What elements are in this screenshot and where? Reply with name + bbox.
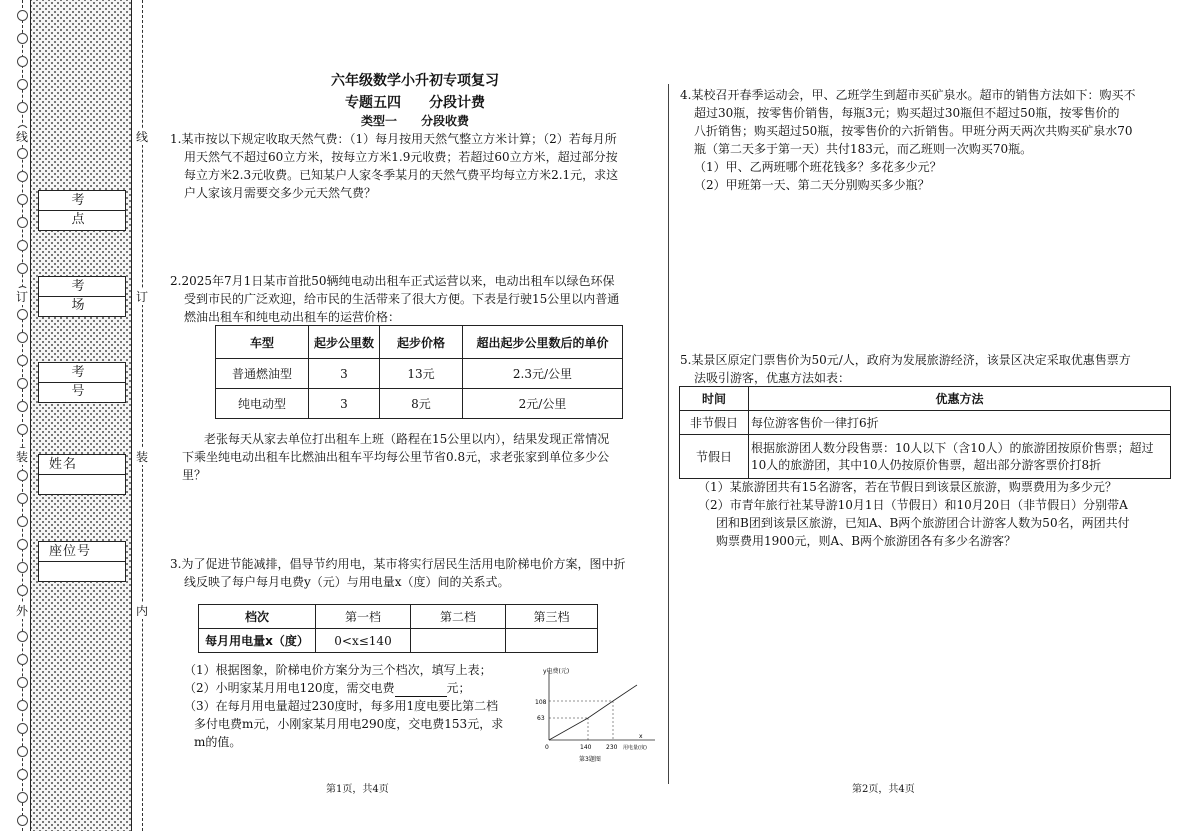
q3-sub-2-unit: 元； <box>446 681 471 695</box>
table-cell: 普通燃油型 <box>216 359 309 389</box>
punch-hole <box>17 56 28 67</box>
punch-hole <box>17 401 28 412</box>
table-cell: 节假日 <box>680 435 749 479</box>
inner-char-ding: 订 <box>135 290 148 304</box>
q3-sub-1: （1）根据图象，阶梯电价方案分为三个档次，填写上表； <box>184 663 492 677</box>
table-row <box>216 359 623 389</box>
punch-hole <box>17 194 28 205</box>
q5-sub: 团和B团到该景区旅游，已知A、B两个旅游团合计游客人数为50名，两团共付 <box>716 516 1130 530</box>
punch-hole <box>17 332 28 343</box>
table-row <box>680 435 1171 479</box>
q2-line: 2.2025年7月1日某市首批50辆纯电动出租车正式运营以来，电动出租车以绿色环保 <box>170 274 615 288</box>
punch-hole <box>17 562 28 573</box>
table-cell: 非节假日 <box>680 411 749 435</box>
punch-hole <box>17 516 28 527</box>
q4-line: 瓶（第二天多于第一天）共付183元，而乙班则一次购买70瓶。 <box>694 142 1033 156</box>
table-cell: 8元 <box>380 389 463 419</box>
table-cell: 3 <box>309 359 380 389</box>
table-header: 车型 <box>216 326 309 359</box>
punch-hole <box>17 10 28 21</box>
q4-line: 八折销售；购买超过50瓶，按零售价的六折销售。甲班分两天两次共购买矿泉水70 <box>694 124 1133 138</box>
q3-sub-3-cont: 多付电费m元，小刚家某月用电290度，交电费153元，求 <box>194 717 504 731</box>
question-4 <box>680 86 1180 194</box>
punch-hole <box>17 171 28 182</box>
outer-char-wai: 外 <box>15 604 28 618</box>
exam-site-field <box>38 190 134 231</box>
punch-hole <box>17 33 28 44</box>
table-cell: 第三档 <box>506 605 598 629</box>
table-header: 时间 <box>680 387 749 411</box>
page-divider <box>668 84 669 784</box>
name-field <box>38 454 126 495</box>
taxi-fare-table <box>215 325 623 419</box>
punch-hole-rail <box>14 0 30 831</box>
q2-line: 燃油出租车和纯电动出租车的运营价格： <box>184 310 401 324</box>
q4-line: 4.某校召开春季运动会，甲、乙班学生到超市买矿泉水。超市的销售方法如下：购买不 <box>680 88 1136 102</box>
question-5-subs <box>698 478 1178 550</box>
x-tick: 230 <box>606 744 618 751</box>
q3-line: 线反映了每户每月电费y（元）与用电量x（度）间的关系式。 <box>184 575 510 589</box>
punch-hole <box>17 631 28 642</box>
punch-hole <box>17 677 28 688</box>
punch-hole <box>17 355 28 366</box>
q1-line: 每立方米2.3元收费。已知某户人家冬季某月的天然气费平均每立方米2.1元，求这 <box>184 168 619 182</box>
electricity-graph <box>535 665 665 765</box>
table-cell: 每位游客售价一律打6折 <box>749 411 1171 435</box>
name-input[interactable] <box>39 475 125 494</box>
q2-line: 受到市民的广泛欢迎，给市民的生活带来了很大方便。下表是行驶15公里以内普通 <box>184 292 620 306</box>
punch-hole <box>17 263 28 274</box>
punch-hole <box>17 102 28 113</box>
outer-char-xian: 线 <box>15 130 28 144</box>
table-header: 超出起步公里数后的单价 <box>463 326 623 359</box>
punch-hole <box>17 746 28 757</box>
exam-number-field <box>38 362 134 403</box>
table-cell: 纯电动型 <box>216 389 309 419</box>
answer-blank[interactable] <box>395 684 447 697</box>
punch-hole <box>17 493 28 504</box>
table-cell-line: 10人的旅游团，其中10人仍按原价售票，超出部分游客票价打8折 <box>751 457 1102 472</box>
answer-cell[interactable] <box>411 629 506 653</box>
exam-room-field <box>38 276 134 317</box>
question-3 <box>170 555 665 591</box>
table-cell: 第二档 <box>411 605 506 629</box>
table-cell: 0<x≤140 <box>316 629 411 653</box>
punch-hole <box>17 815 28 826</box>
punch-hole <box>17 723 28 734</box>
punch-hole <box>17 309 28 320</box>
question-5 <box>680 351 1180 387</box>
table-row <box>680 411 1171 435</box>
figure-caption: 第3题图 <box>579 756 601 763</box>
q4-sub: （1）甲、乙两班哪个班花钱多？多花多少元？ <box>694 160 942 174</box>
exam-room-label: 考 场 <box>39 277 125 297</box>
table-cell: 2.3元/公里 <box>463 359 623 389</box>
table-cell: 3 <box>309 389 380 419</box>
question-3-subs <box>184 661 539 751</box>
q4-sub: （2）甲班第一天、第二天分别购买多少瓶？ <box>694 178 930 192</box>
tier-table <box>198 604 598 653</box>
x-axis-label: 用电量(度) <box>623 745 647 751</box>
seat-number-label: 座位号 <box>39 542 125 562</box>
q5-sub: （2）市青年旅行社某导游10月1日（节假日）和10月20日（非节假日）分别带A <box>698 498 1128 512</box>
question-2-body <box>170 430 665 484</box>
cut-line-inner <box>142 0 143 831</box>
outer-char-ding: 订 <box>15 290 28 304</box>
q5-sub: （1）某旅游团共有15名游客，若在节假日到该景区旅游，购票费用为多少元？ <box>698 480 1117 494</box>
punch-hole <box>17 148 28 159</box>
table-cell: 2元/公里 <box>463 389 623 419</box>
discount-table <box>679 386 1171 479</box>
table-header: 起步价格 <box>380 326 463 359</box>
outer-char-zhuang: 装 <box>15 450 28 464</box>
q1-line: 用天然气不超过60立方米，按每立方米1.9元收费；若超过60立方米，超过部分按 <box>184 150 618 164</box>
question-1 <box>170 130 665 202</box>
question-2 <box>170 272 665 326</box>
punch-hole <box>17 585 28 596</box>
page-footer-left: 第1页，共4页 <box>326 784 389 795</box>
exam-site-label: 考 点 <box>39 191 125 211</box>
q3-sub-2 <box>184 679 539 697</box>
binding-pattern <box>30 0 132 831</box>
q3-sub-3-cont: m的值。 <box>194 735 242 749</box>
q3-sub-2-text: （2）小明家某月用电120度，需交电费 <box>184 681 395 695</box>
q5-line: 5.某景区原定门票售价为50元/人，政府为发展旅游经济，该景区决定采取优惠售票方 <box>680 353 1131 367</box>
table-cell-line: 根据旅游团人数分段售票：10人以下（含10人）的旅游团按原价售票；超过 <box>751 440 1154 455</box>
table-cell <box>749 435 1171 479</box>
fee-line <box>549 685 637 740</box>
seat-number-input[interactable] <box>39 562 125 581</box>
q5-line: 法吸引游客，优惠方法如表： <box>694 371 851 385</box>
punch-hole <box>17 424 28 435</box>
punch-hole <box>17 792 28 803</box>
inner-char-zhuang: 装 <box>135 450 148 464</box>
x-tick: 140 <box>580 744 592 751</box>
q1-line: 1.某市按以下规定收取天然气费：（1）每月按用天然气整立方米计算；（2）若每月所 <box>170 132 617 146</box>
punch-hole <box>17 217 28 228</box>
page-footer-right: 第2页，共4页 <box>852 784 915 795</box>
x-tick: 0 <box>545 744 549 751</box>
inner-char-nei: 内 <box>135 604 148 618</box>
y-axis-label: y电费(元) <box>543 668 570 675</box>
q2-after-line: 下乘坐纯电动出租车比燃油出租车平均每公里节省0.8元，求老张家到单位多少公 <box>182 450 610 464</box>
punch-hole <box>17 470 28 481</box>
table-row <box>199 629 598 653</box>
q3-line: 3.为了促进节能减排，倡导节约用电，某市将实行居民生活用电阶梯电价方案，图中折 <box>170 557 626 571</box>
q2-after-line: 里？ <box>182 468 207 482</box>
table-cell: 13元 <box>380 359 463 389</box>
punch-hole <box>17 378 28 389</box>
y-tick: 63 <box>537 715 545 722</box>
exam-number-label: 考 号 <box>39 363 125 383</box>
table-header: 起步公里数 <box>309 326 380 359</box>
doc-subtitle: 专题五四 分段计费 <box>345 95 485 111</box>
q2-after-line: 老张每天从家去单位打出租车上班（路程在15公里以内），结果发现正常情况 <box>204 432 610 446</box>
punch-hole <box>17 700 28 711</box>
table-row <box>199 605 598 629</box>
seat-number-field <box>38 541 126 582</box>
punch-hole <box>17 654 28 665</box>
table-header: 档次 <box>199 605 316 629</box>
answer-cell[interactable] <box>506 629 598 653</box>
q5-sub: 购票费用1900元，则A、B两个旅游团各有多少名游客？ <box>716 534 1017 548</box>
punch-hole <box>17 769 28 780</box>
y-tick: 108 <box>535 699 547 706</box>
punch-hole <box>17 240 28 251</box>
table-header: 优惠方法 <box>749 387 1171 411</box>
name-label: 姓名 <box>39 455 125 475</box>
table-row <box>680 387 1171 411</box>
q1-line: 户人家该月需要交多少元天然气费？ <box>184 186 377 200</box>
table-row <box>216 389 623 419</box>
inner-char-xian: 线 <box>135 130 148 144</box>
doc-title: 六年级数学小升初专项复习 <box>331 73 499 89</box>
q4-line: 超过30瓶，按零售价销售，每瓶3元；购买超过30瓶但不超过50瓶，按零售价的 <box>694 106 1120 120</box>
punch-hole <box>17 539 28 550</box>
table-cell: 第一档 <box>316 605 411 629</box>
table-header: 每月用电量x（度） <box>199 629 316 653</box>
x-axis-letter: x <box>639 733 643 740</box>
type-line: 类型一 分段收费 <box>360 114 469 128</box>
punch-hole <box>17 79 28 90</box>
q3-sub-3: （3）在每月用电量超过230度时，每多用1度电要比第二档 <box>184 699 499 713</box>
